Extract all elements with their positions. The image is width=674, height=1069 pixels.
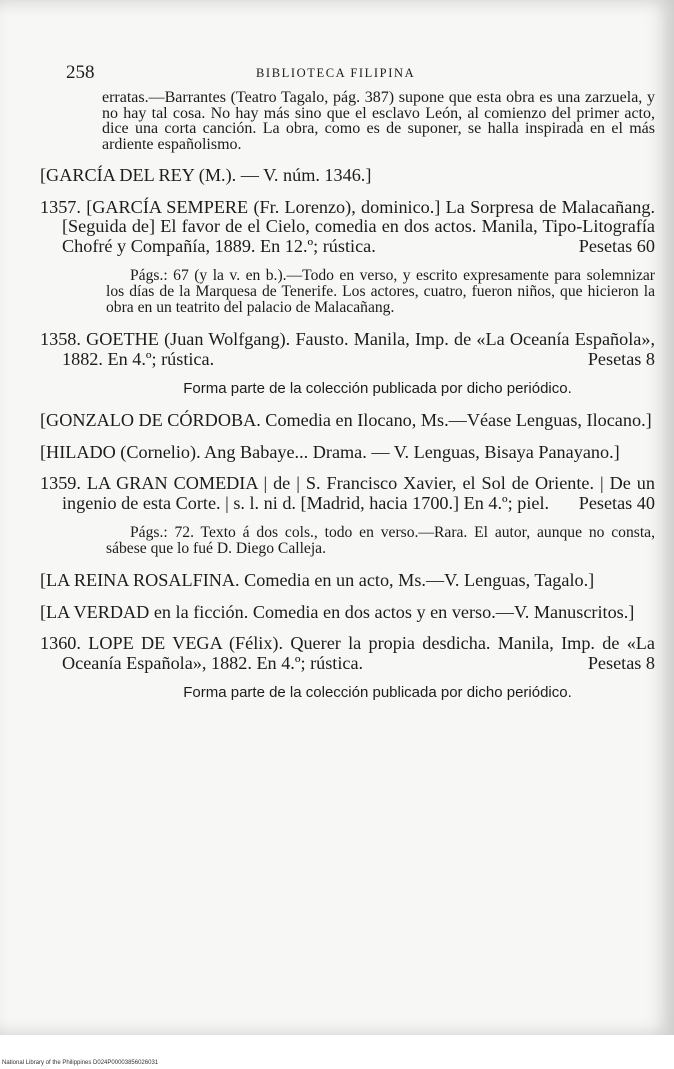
scan-footer: National Library of the Philippines D024P00003856026031 bbox=[2, 1060, 159, 1066]
entry-price: Pesetas 8 bbox=[587, 348, 655, 369]
running-title: BIBLIOTECA FILIPINA bbox=[256, 66, 416, 80]
entry-hilado bbox=[40, 443, 655, 463]
entry-text: [GONZALO DE CÓRDOBA. Comedia en Ilocano, Ms.—Véase Lenguas, Ilocano.] bbox=[40, 410, 652, 430]
entry-price: Pesetas 40 bbox=[578, 492, 655, 513]
entry-text: [LA REINA ROSALFINA. Comedia en un acto, Ms.—V. Lenguas, Tagalo.] bbox=[40, 570, 595, 590]
entry-la-verdad bbox=[40, 603, 655, 623]
entry-note: Págs.: 67 (y la v. en b.).—Todo en verso, y escrito expresamente para solemnizar los días de la Marquesa de Tenerife. Los actores, cuatro, fueron niños, que hicieron la obra en un teatrito del palacio de Malacañang. bbox=[106, 267, 655, 316]
entry-1358 bbox=[40, 330, 655, 369]
entry-gonzalo-de-cordoba bbox=[40, 411, 655, 431]
page-content bbox=[40, 90, 655, 715]
entry-note: Forma parte de la colección publicada por dicho periódico. bbox=[183, 380, 572, 397]
entry-price: Pesetas 8 bbox=[587, 652, 655, 673]
page-header bbox=[66, 62, 634, 84]
entry-text: 1358. GOETHE (Juan Wolfgang). Fausto. Manila, Imp. de «La Oceanía Española», 1882. En 4.º; rústica. bbox=[40, 329, 655, 369]
entry-text: [GARCÍA DEL REY (M.). — V. núm. 1346.] bbox=[40, 165, 372, 185]
entry-note: Forma parte de la colección publicada por dicho periódico. bbox=[183, 684, 572, 701]
entry-price: Pesetas 60 bbox=[578, 235, 655, 256]
entry-garcia-del-rey bbox=[40, 166, 655, 186]
entry-text: 1359. LA GRAN COMEDIA | de | S. Francisco Xavier, el Sol de Oriente. | De un ingenio de esta Corte. | s. l. ni d. [Madrid, hacia 1700.] En 4.º; piel. bbox=[40, 473, 655, 513]
page-number: 258 bbox=[66, 62, 95, 83]
entry-text: [LA VERDAD en la ficción. Comedia en dos actos y en verso.—V. Manuscritos.] bbox=[40, 601, 635, 622]
continuation-paragraph: erratas.—Barrantes (Teatro Tagalo, pág. 387) supone que esta obra es una zarzuela, y no hay tal cosa. No hay más sino que el esclavo León, al comienzo del primer acto, dice una corta canción. La obra, como es de suponer, se halla inspirada en el más ardiente españolismo. bbox=[102, 89, 655, 153]
entry-la-reina-rosalfina bbox=[40, 571, 655, 591]
entry-1360 bbox=[40, 634, 655, 673]
entry-1357 bbox=[40, 198, 655, 257]
entry-text: 1357. [GARCÍA SEMPERE (Fr. Lorenzo), dominico.] La Sorpresa de Malacañang. [Seguida de] El favor de el Cielo, comedia en dos actos. Manila, Tipo-Litografía Chofré y Compañía, 1889. En 12.º; rústica. bbox=[40, 196, 655, 256]
entry-text: 1360. LOPE DE VEGA (Félix). Querer la propia desdicha. Manila, Imp. de «La Oceanía Española», 1882. En 4.º; rústica. bbox=[40, 633, 655, 673]
entry-text: [HILADO (Cornelio). Ang Babaye... Drama. — V. Lenguas, Bisaya Panayano.] bbox=[40, 441, 620, 462]
entry-note: Págs.: 72. Texto á dos cols., todo en verso.—Rara. El autor, aunque no consta, sábese que lo fué D. Diego Calleja. bbox=[106, 524, 655, 557]
entry-1359 bbox=[40, 474, 655, 513]
